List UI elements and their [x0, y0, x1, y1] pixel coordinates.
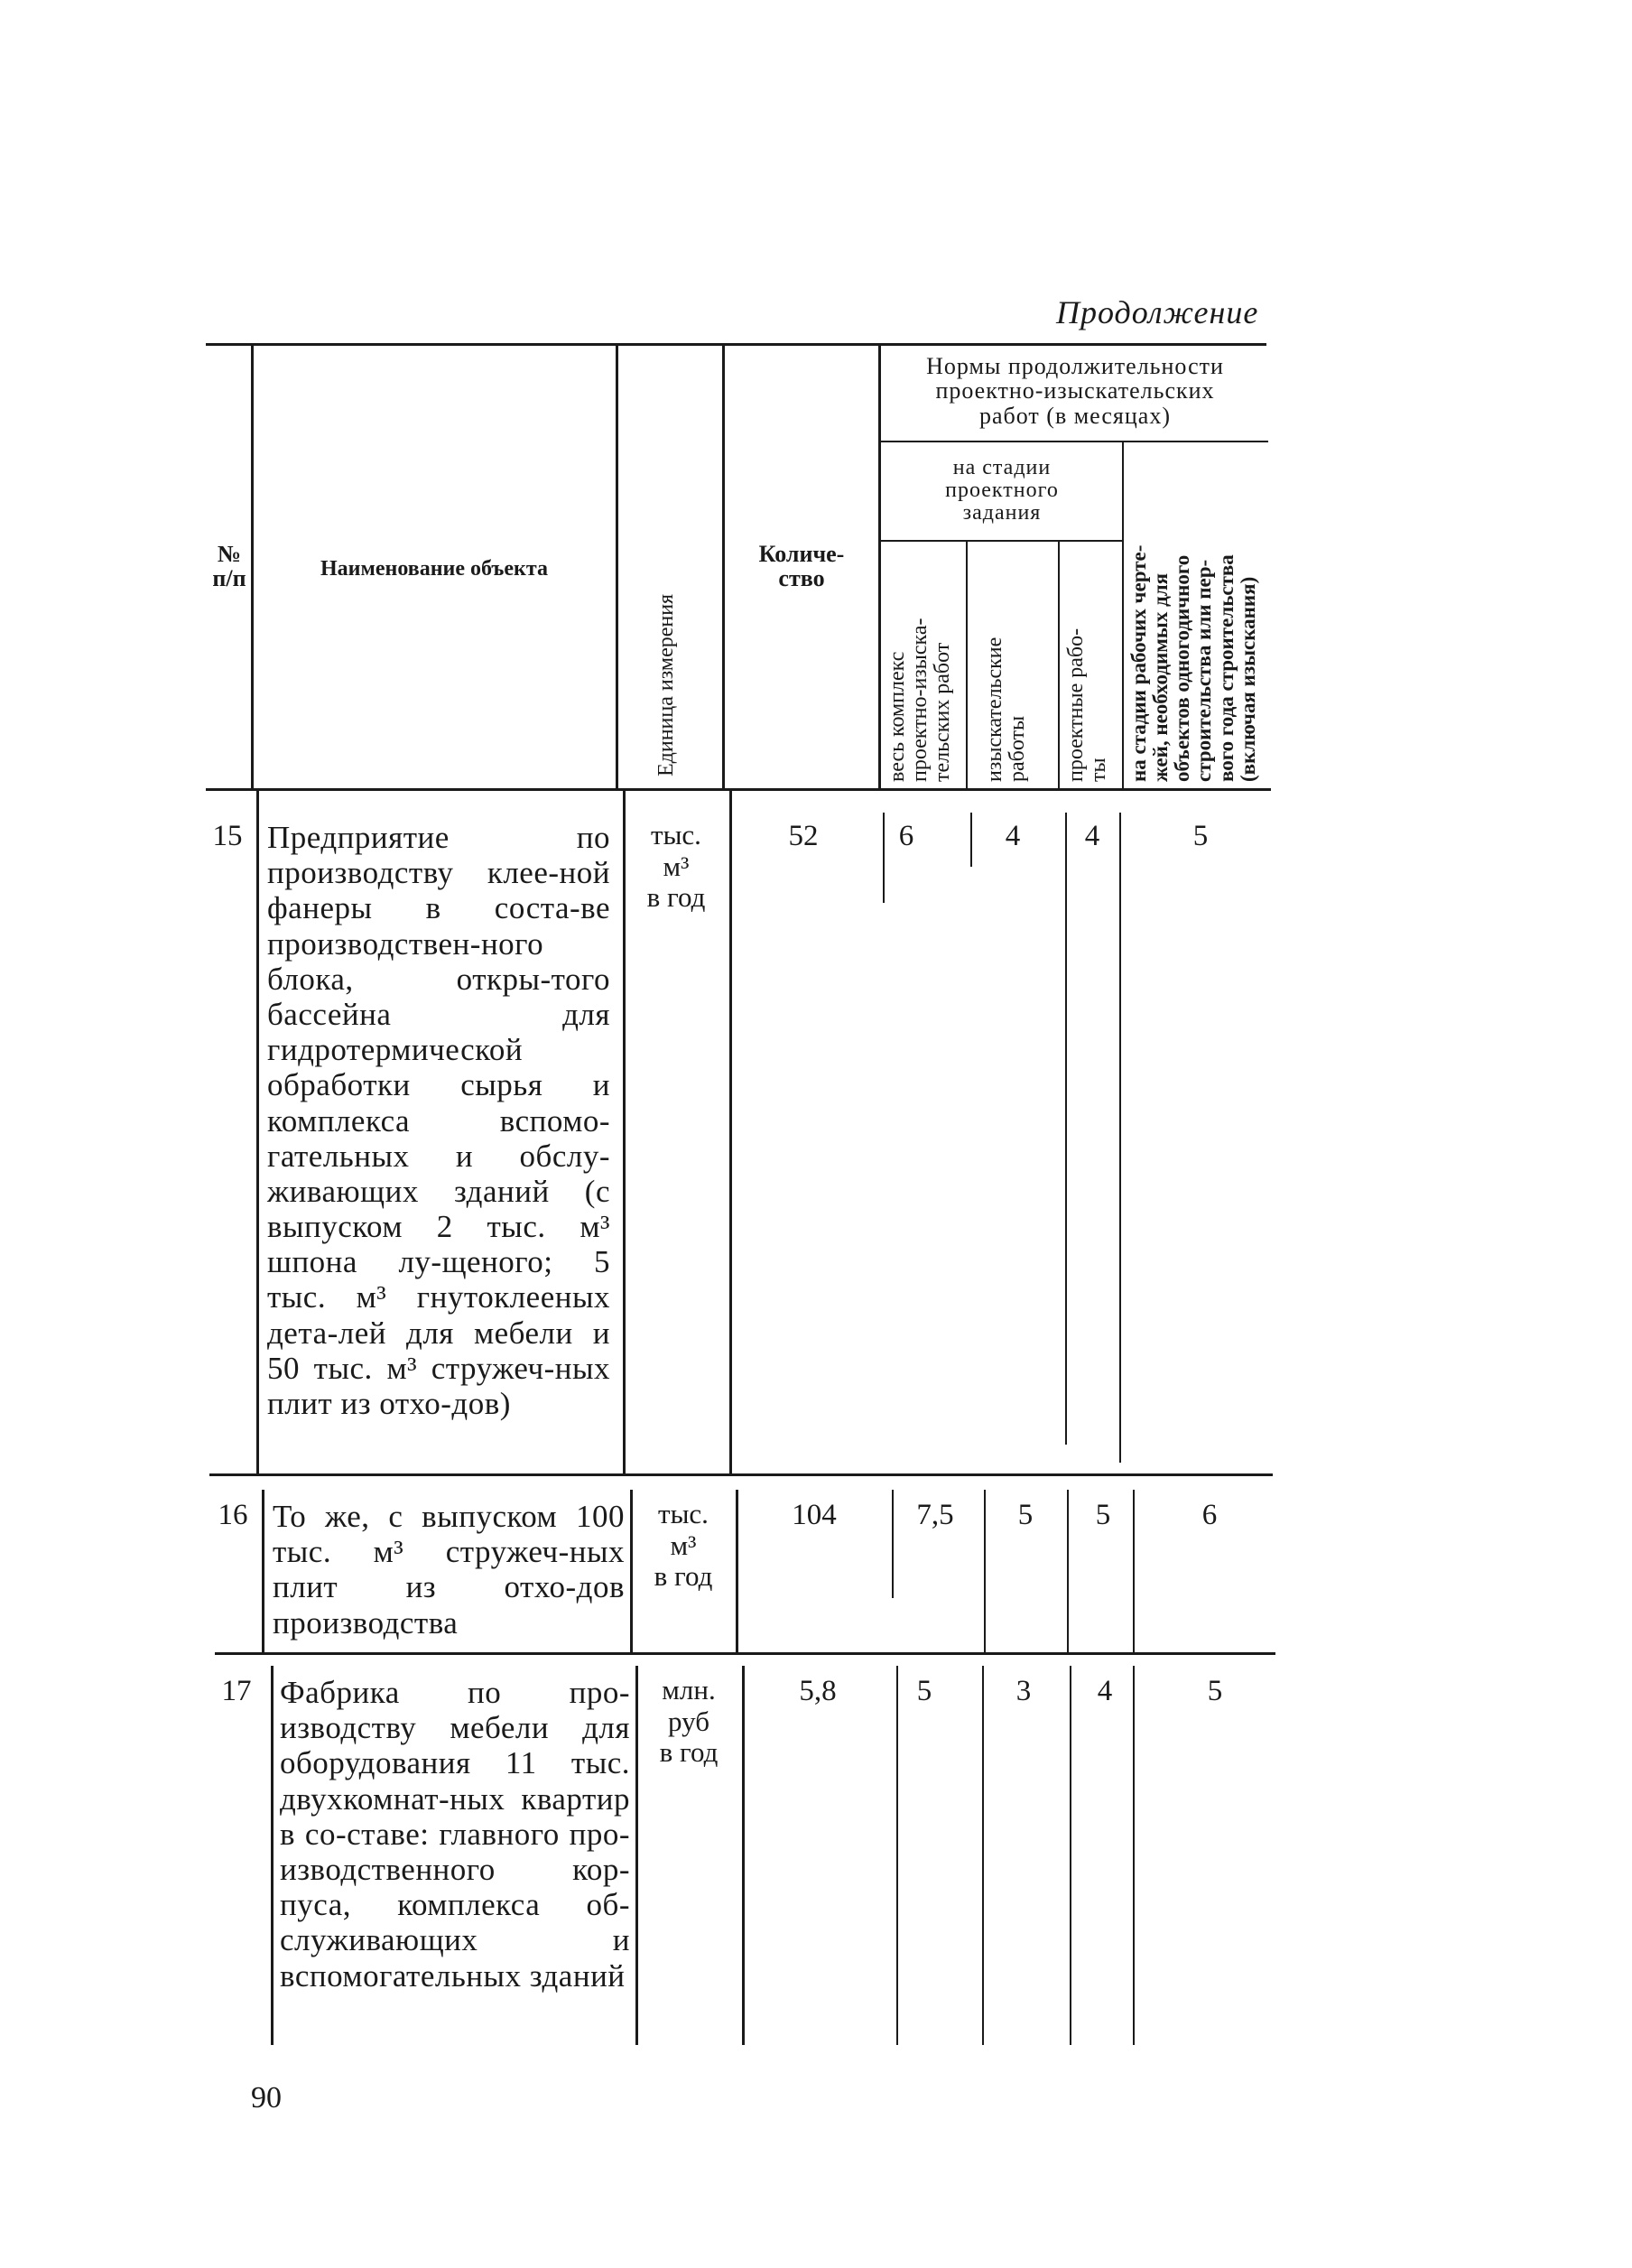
row16-quantity: 104	[792, 1499, 837, 1531]
row17-unit: млн. руб в год	[659, 1674, 719, 1769]
row15-rule-c	[729, 791, 732, 1473]
header-stage-design-task: на стадии проектного задания	[945, 456, 1059, 525]
row16-rule-c	[736, 1490, 738, 1652]
row15-unit: тыс. м³ в год	[646, 819, 706, 914]
row17-num: 17	[221, 1675, 252, 1707]
header-col-full-complex: весь комплекс проектно-изыска- тельских работ	[886, 618, 955, 782]
row16-rule-a	[262, 1490, 264, 1652]
row17-rule-g	[1133, 1666, 1135, 2045]
row17-rule-a	[271, 1666, 274, 2045]
header-unit: Единица измерения	[654, 593, 678, 776]
row15-working-drawings: 5	[1192, 820, 1209, 852]
row17-rule-b	[635, 1666, 638, 2045]
row16-working-drawings: 6	[1201, 1499, 1218, 1531]
row16-rule-e	[984, 1490, 986, 1652]
row15-rule-e	[970, 813, 972, 867]
row16-rule-d	[892, 1490, 894, 1598]
col-rule-3	[722, 345, 725, 789]
row17-design: 4	[1097, 1675, 1113, 1707]
row16-num: 16	[218, 1499, 248, 1531]
row17-survey: 3	[1015, 1675, 1032, 1707]
header-col-survey: изыскательские работы	[983, 637, 1030, 782]
row16-rule-f	[1067, 1490, 1069, 1652]
row15-bottom-rule	[209, 1473, 1273, 1476]
header-quantity: Количе- ство	[758, 541, 845, 592]
header-col-working-drawings: на стадии рабочих черте- жей, необходимых для объектов одногодичного строительства или пер- вого года строительства (включая изыскания)	[1127, 544, 1259, 782]
table-top-rule	[206, 343, 1266, 346]
row17-rule-e	[982, 1666, 984, 2045]
row15-rule-b	[623, 791, 626, 1473]
header-bottom-rule	[206, 788, 1271, 791]
row16-bottom-rule	[215, 1652, 1275, 1655]
row16-survey: 5	[1017, 1499, 1034, 1531]
row16-design: 5	[1095, 1499, 1111, 1531]
row16-rule-b	[630, 1490, 633, 1652]
row15-rule-g	[1119, 813, 1121, 1463]
row16-name: То же, с выпуском 100 тыс. м³ стружеч-ных плит из отхо-дов производства	[273, 1499, 625, 1641]
row16-rule-g	[1133, 1490, 1135, 1652]
continuation-label: Продолжение	[1056, 294, 1259, 330]
header-norms-group: Нормы продолжительности проектно-изыскательских работ (в месяцах)	[926, 353, 1224, 429]
row17-working-drawings: 5	[1207, 1675, 1223, 1707]
row17-rule-f	[1070, 1666, 1071, 2045]
col-rule-5	[966, 542, 968, 788]
col-rule-6	[1058, 542, 1060, 788]
row15-rule-f	[1065, 813, 1067, 1445]
row16-unit: тыс. м³ в год	[654, 1498, 713, 1593]
row15-rule-a	[256, 791, 259, 1473]
stage-group-rule	[880, 540, 1124, 542]
row17-rule-d	[896, 1666, 898, 2045]
row15-num: 15	[212, 820, 243, 852]
header-col-design: проектные рабо- ты	[1064, 627, 1111, 782]
row16-full-complex: 7,5	[916, 1499, 954, 1531]
col-rule-1	[251, 345, 254, 789]
row15-name: Предприятие по производству клее-ной фанеры в соста-ве производствен-ного блока, откры-того бассейна для гидротермической обработки сырья и комплекса вспомо-гательных и обслу-живающих зданий (с выпуском 2 тыс. м³ шпона лу-щеного; 5 тыс. м³ гнутоклееных дета-лей для мебели и 50 тыс. м³ стружеч-ных плит из отхо-дов)	[267, 820, 610, 1421]
row15-survey: 4	[1005, 820, 1021, 852]
row17-quantity: 5,8	[799, 1675, 837, 1707]
col-rule-2	[616, 345, 618, 789]
page-number: 90	[251, 2081, 282, 2115]
row15-quantity: 52	[788, 820, 819, 852]
row15-design: 4	[1084, 820, 1100, 852]
row17-rule-c	[742, 1666, 745, 2045]
row17-name: Фабрика по про-изводству мебели для оборудования 11 тыс. двухкомнат-ных квартир в со-ставе: главного про-изводственного кор-пуса, комплекса об-служивающих и вспомогательных зданий	[280, 1675, 630, 1994]
norms-group-rule	[880, 441, 1268, 442]
row17-full-complex: 5	[916, 1675, 932, 1707]
header-name: Наименование объекта	[320, 557, 548, 581]
header-num: № п/п	[212, 541, 246, 592]
row15-full-complex: 6	[898, 820, 914, 852]
